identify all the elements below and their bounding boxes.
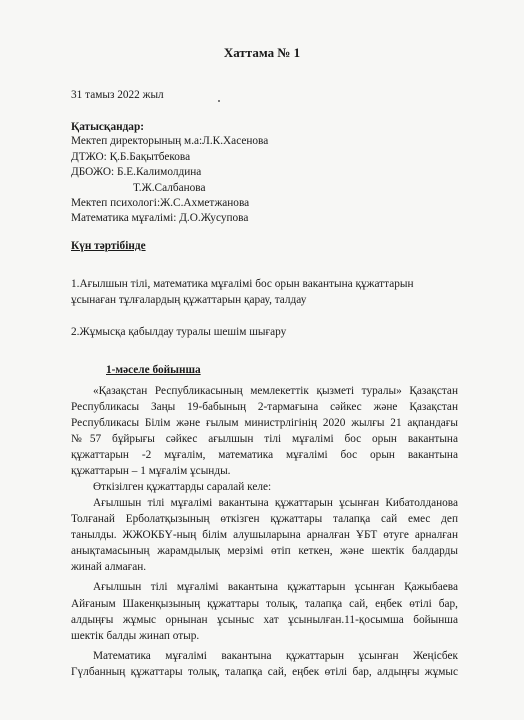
participant-line: Математика мұғалімі: Д.О.Жусупова xyxy=(71,212,249,224)
body-line: танылды. ЖЖОКБҮ-ның білім алушыларына арналған ҰБТ өтуге арналған xyxy=(71,529,458,541)
participant-line: Т.Ж.Салбанова xyxy=(133,182,206,194)
body-line: құжаттарын – 1 мұғалім ұсынды. xyxy=(71,465,231,477)
body-line: Математика мұғалімі вакантына құжаттарын ұсынған Жеңісбек xyxy=(93,650,458,662)
body-line: «Қазақстан Республикасының мемлекеттік қызметі туралы» Қазақстан xyxy=(93,385,458,397)
participant-line: Мектеп директорының м.а:Л.К.Хасенова xyxy=(71,135,269,147)
body-line: шектік балды жинап отыр. xyxy=(71,630,200,642)
body-line: Ағылшын тілі мұғалімі вакантына құжаттарын ұсынған Қажыбаева xyxy=(93,581,458,593)
document-date: 31 тамыз 2022 жыл xyxy=(71,89,164,101)
body-line: Ағылшын тілі мұғалімі вакантына құжаттарын ұсынған Кибатолданова xyxy=(93,497,458,509)
body-line: №57 бұйрығы сәйкес ағылшын тілі мұғалімі бос орын вакантына xyxy=(71,433,458,445)
scan-speck xyxy=(218,100,220,102)
participant-line: Мектеп психологі:Ж.С.Ахметжанова xyxy=(71,197,250,209)
agenda-item-2: 2.Жұмысқа қабылдау туралы шешім шығару xyxy=(71,326,287,338)
participant-line: ДТЖО: Қ.Б.Бақытбекова xyxy=(71,151,191,163)
body-line: Республикасы Білім және ғылым министрлігінің 2020 жылғы 21 ақпандағы xyxy=(71,417,458,429)
body-line: жинай алмаған. xyxy=(71,561,147,573)
body-line: Айғаным Шакенқызының құжаттары толық, талапқа сай, еңбек өтілі бар, xyxy=(71,598,458,610)
body-line: Республикасы Заңы 19-бабының 2-тармағына сәйкес және Қазақстан xyxy=(71,401,458,413)
agenda-heading: Күн тәртібінде xyxy=(71,240,146,252)
agenda-item-1: 1.Ағылшын тілі, математика мұғалімі бос орын вакантына құжаттарын xyxy=(71,278,414,290)
body-line: анықтамасының жарамдылық мерзімі өтіп кеткен, және шектік балдарды xyxy=(71,545,458,557)
body-line: алдыңғы жұмыс орнынан ұсыныс хат ұсынылған.11-қосымша бойынша xyxy=(71,614,458,626)
section-heading: 1-мәселе бойынша xyxy=(106,364,201,376)
document-title: Хаттама № 1 xyxy=(223,45,301,60)
body-line: құжаттарын -2 мұғалім, математика мұғалімі бос орын вакантына xyxy=(71,449,458,461)
agenda-item-1: ұсынаған тұлғалардың құжаттарын қарау, талдау xyxy=(71,294,307,306)
body-line: Гүлбанның құжаттары толық, талапқа сай, еңбек өтілі бар, алдыңғы жұмыс xyxy=(71,666,458,678)
body-line: Толғанай Ерболатқызының өткізген құжаттары талапқа сай емес деп xyxy=(71,513,458,525)
participant-line: ДБОЖО: Б.Е.Калимолдина xyxy=(71,166,202,178)
body-line: Өткізілген құжаттарды саралай келе: xyxy=(93,481,272,493)
participants-heading: Қатысқандар: xyxy=(71,121,145,133)
